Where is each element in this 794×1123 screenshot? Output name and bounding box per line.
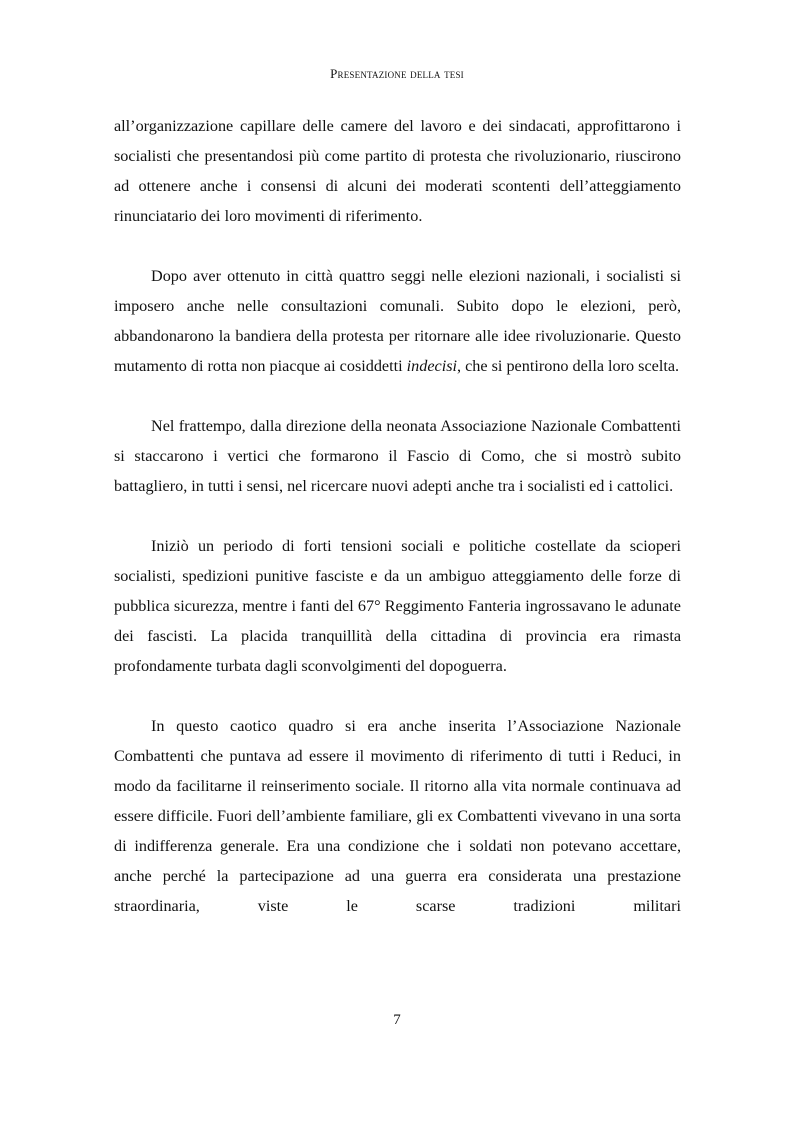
page-number: 7 <box>393 1012 401 1028</box>
paragraph-elections-text: Dopo aver ottenuto in città quattro seggi nelle elezioni nazionali, i socialisti si imposero anche nelle consultazioni comunali. Subito dopo le elezioni, però, abbandonarono la bandiera della protesta per ritornare alle idee rivoluzionarie. Questo mutamento di rotta non piacque ai cosiddetti <box>114 267 681 375</box>
emphasis-indecisi: indecisi <box>406 357 458 375</box>
paragraph-associazione: In questo caotico quadro si era anche inserita l’Associazione Nazionale Combattenti che puntava ad essere il movimento di riferimento di tutti i Reduci, in modo da facilitarne il reinserimento sociale. Il ritorno alla vita normale continuava ad essere difficile. Fuori dell’ambiente familiare, gli ex Combattenti vivevano in una sorta di indifferenza generale. Era una condizione che i soldati non potevano accettare, anche perché la partecipazione ad una guerra era considerata una prestazione straordinaria, viste le scarse tradizioni militari <box>114 717 681 915</box>
running-header: Presentazione della tesi <box>330 66 464 81</box>
paragraph-elections-tail: , che si pentirono della loro scelta. <box>457 357 680 375</box>
body-text <box>114 111 681 921</box>
paragraph-elections <box>114 261 681 381</box>
paragraph-continued: all’organizzazione capillare delle camere del lavoro e dei sindacati, approfittarono i socialisti che presentandosi più come partito di protesta che rivoluzionario, riuscirono ad ottenere anche i consensi di alcuni dei moderati scontenti dell’atteggiamento rinunciatario dei loro movimenti di riferimento. <box>114 117 681 225</box>
paragraph-tensions: Iniziò un periodo di forti tensioni sociali e politiche costellate da scioperi socialisti, spedizioni punitive fasciste e da un ambiguo atteggiamento delle forze di pubblica sicurezza, mentre i fanti del 67° Reggimento Fanteria ingrossavano le adunate dei fascisti. La placida tranquillità della cittadina di provincia era rimasta profondamente turbata dagli sconvolgimenti del dopoguerra. <box>114 537 681 675</box>
paragraph-fascio-di-como: Nel frattempo, dalla direzione della neonata Associazione Nazionale Combattenti si staccarono i vertici che formarono il Fascio di Como, che si mostrò subito battagliero, in tutti i sensi, nel ricercare nuovi adepti anche tra i socialisti ed i cattolici. <box>114 417 681 495</box>
